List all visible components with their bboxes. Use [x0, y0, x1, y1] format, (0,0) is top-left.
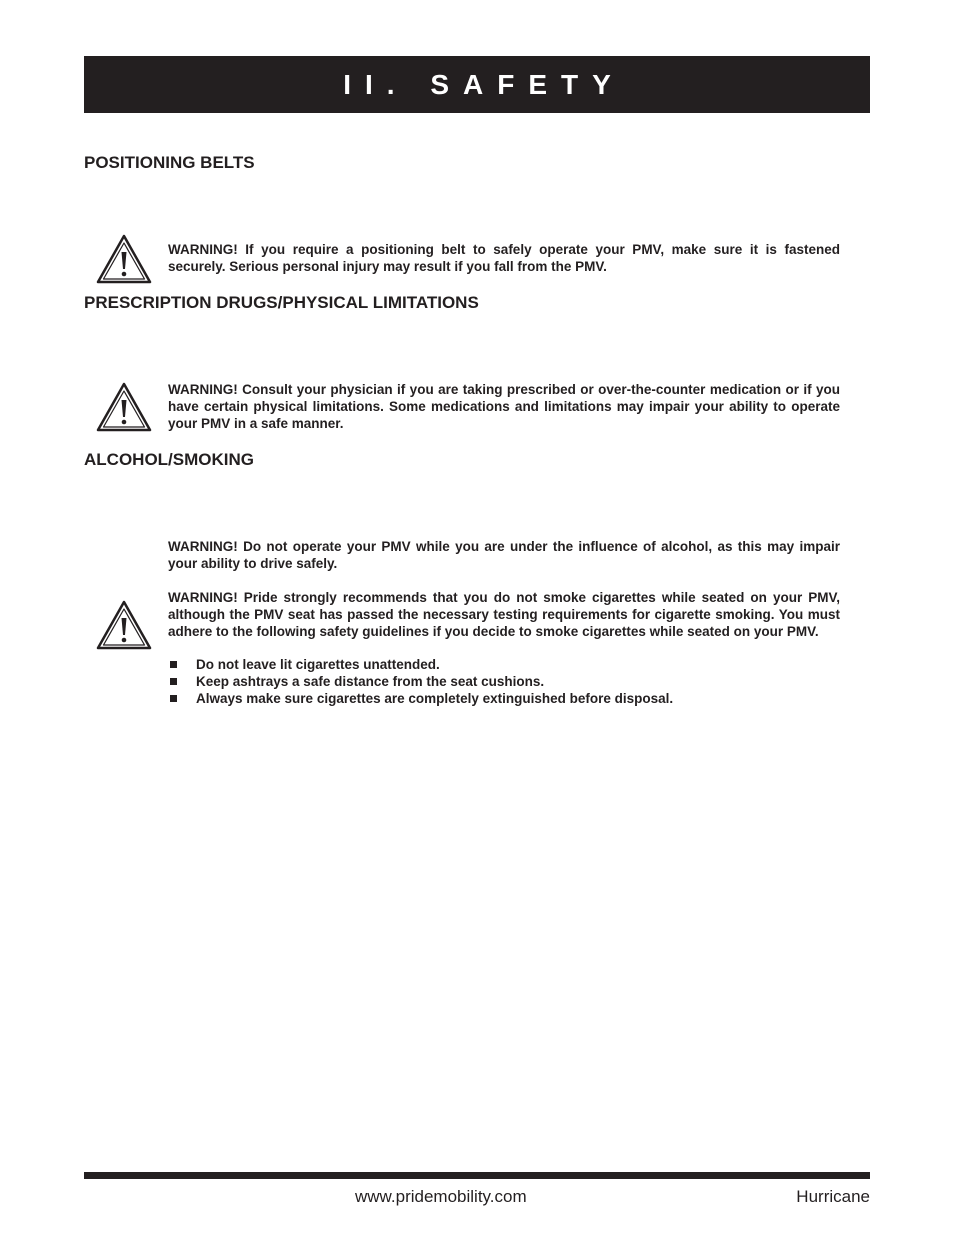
- list-item: [168, 690, 840, 707]
- warning-triangle-icon: [96, 382, 152, 432]
- list-item-text: Always make sure cigarettes are completely extinguished before disposal.: [196, 691, 674, 706]
- smoking-guidelines-list: [168, 656, 840, 707]
- list-item: [168, 673, 840, 690]
- square-bullet-icon: [170, 695, 177, 702]
- list-item: [168, 656, 840, 673]
- footer-website-link[interactable]: www.pridemobility.com: [355, 1187, 527, 1206]
- warning-triangle-icon: [96, 234, 152, 284]
- list-item-text: Do not leave lit cigarettes unattended.: [196, 657, 440, 672]
- section-title-bar: [84, 56, 870, 113]
- page-title: II. SAFETY: [343, 68, 625, 100]
- section-heading-alcohol-smoking: ALCOHOL/SMOKING: [84, 450, 254, 469]
- footer-divider: [84, 1172, 870, 1179]
- list-item-text: Keep ashtrays a safe distance from the seat cushions.: [196, 674, 545, 689]
- warning-text-alcohol: WARNING! Do not operate your PMV while you are under the influence of alcohol, as this may impair your ability to drive safely.: [168, 539, 840, 571]
- square-bullet-icon: [170, 678, 177, 685]
- warning-text-medication: WARNING! Consult your physician if you are taking prescribed or over-the-counter medication or if you have certain physical limitations. Some medications and limitations may impair your ability to operate your PMV in a safe manner.: [168, 382, 840, 431]
- warning-triangle-icon: [96, 600, 152, 650]
- section-heading-positioning-belts: POSITIONING BELTS: [84, 153, 255, 172]
- section-heading-prescription-drugs: PRESCRIPTION DRUGS/PHYSICAL LIMITATIONS: [84, 293, 479, 312]
- warning-text-positioning-belt: WARNING! If you require a positioning belt to safely operate your PMV, make sure it is fastened securely. Serious personal injury may result if you fall from the PMV.: [168, 242, 840, 274]
- warning-text-smoking: WARNING! Pride strongly recommends that you do not smoke cigarettes while seated on your PMV, although the PMV seat has passed the necessary testing requirements for cigarette smoking. You must adhere to the following safety guidelines if you decide to smoke cigarettes while seated on your PMV.: [168, 590, 840, 639]
- footer-model-name: Hurricane: [796, 1187, 870, 1206]
- square-bullet-icon: [170, 661, 177, 668]
